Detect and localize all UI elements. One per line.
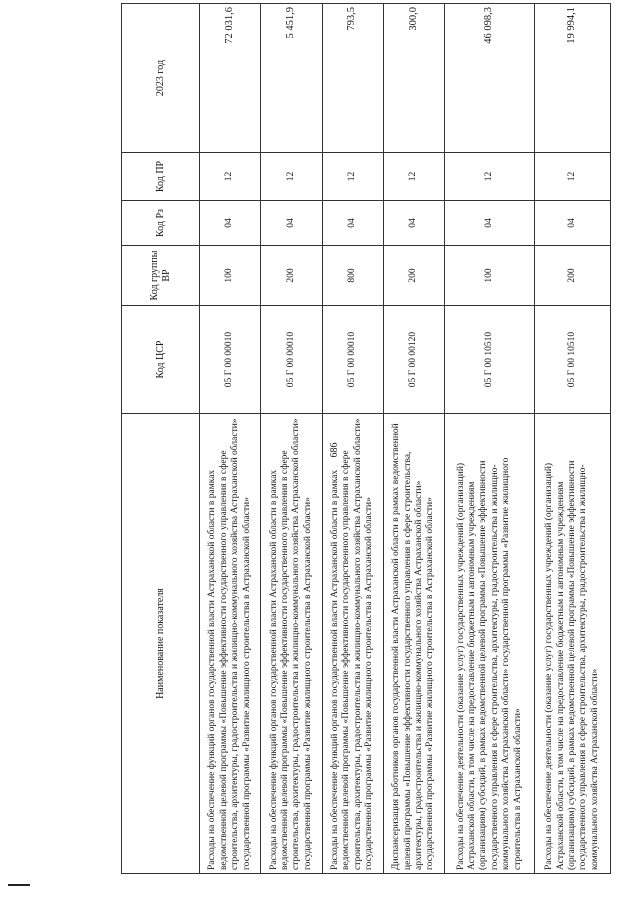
row-name: Диспансеризация работников органов государственной власти Астраханской области в рамках ведомственной целевой программы «Повышение эффективности государственного управления в сфере строительства, архитектуры, градостроительства и жилищно-коммунального хозяйства Астраханской области» государственной программы «Развитие жилищного строительства в Астраханской области» (383, 414, 444, 874)
row-value: 793,5 (322, 4, 383, 153)
rotated-table-wrapper (121, 4, 611, 874)
header-name: Наименование показателя (122, 414, 200, 874)
header-year: 2023 год (122, 4, 200, 153)
row-rz: 04 (322, 201, 383, 246)
header-vr: Код группы ВР (122, 246, 200, 306)
row-pr: 12 (200, 153, 261, 201)
table-row (261, 4, 322, 874)
margin-mark (8, 884, 30, 886)
row-rz: 04 (535, 201, 611, 246)
row-vr: 100 (445, 246, 535, 306)
row-rz: 04 (445, 201, 535, 246)
row-csr: 05 Г 00 00010 (200, 306, 261, 414)
header-csr: Код ЦСР (122, 306, 200, 414)
row-pr: 12 (261, 153, 322, 201)
row-name: Расходы на обеспечение деятельности (оказание услуг) государственных учреждений (организаций) Астраханской области, в том числе на предоставление бюджетным и автономным учреждениям (организациям) субсидий, в рамках ведомственной целевой программы «Повышение эффективности государственного управления в сфере строительства, архитектуры, градостроительства и жилищно-коммунального хозяйства Астраханской области» государственной программы «Развитие жилищного строительства в Астраханской области» (445, 414, 535, 874)
row-pr: 12 (535, 153, 611, 201)
row-vr: 200 (383, 246, 444, 306)
table-row (445, 4, 535, 874)
table-row (200, 4, 261, 874)
row-value: 72 031,6 (200, 4, 261, 153)
row-csr: 05 Г 00 00120 (383, 306, 444, 414)
row-vr: 100 (200, 246, 261, 306)
row-csr: 05 Г 00 00010 (261, 306, 322, 414)
table-header-row (122, 4, 200, 874)
row-vr: 800 (322, 246, 383, 306)
row-rz: 04 (261, 201, 322, 246)
table-row (383, 4, 444, 874)
row-value: 300,0 (383, 4, 444, 153)
row-name: Расходы на обеспечение функций органов государственной власти Астраханской области в рамках ведомственной целевой программы «Повышение эффективности государственного управления в сфере строительства, архитектуры, градостроительства и жилищно-коммунального хозяйства Астраханской области» государственной программы «Развитие жилищного строительства в Астраханской области» (200, 414, 261, 874)
row-vr: 200 (535, 246, 611, 306)
row-pr: 12 (322, 153, 383, 201)
row-value: 5 451,9 (261, 4, 322, 153)
header-rz: Код Рз (122, 201, 200, 246)
row-csr: 05 Г 00 10510 (445, 306, 535, 414)
table-row (322, 4, 383, 874)
row-csr: 05 Г 00 00010 (322, 306, 383, 414)
row-name: Расходы на обеспечение деятельности (оказание услуг) государственных учреждений (организаций) Астраханской области, в том числе на предоставление бюджетным и автономным учреждениям (организациям) субсидий, в рамках ведомственной целевой программы «Повышение эффективности государственного управления в сфере строительства, архитектуры, градостроительства и жилищно-коммунального хозяйства Астраханской области» (535, 414, 611, 874)
budget-table (121, 3, 611, 874)
table-row (535, 4, 611, 874)
row-value: 19 994,1 (535, 4, 611, 153)
row-name: Расходы на обеспечение функций органов государственной власти Астраханской области в рамках ведомственной целевой программы «Повышение эффективности государственного управления в сфере строительства, архитектуры, градостроительства и жилищно-коммунального хозяйства Астраханской области» государственной программы «Развитие жилищного строительства в Астраханской области» (322, 414, 383, 874)
row-pr: 12 (445, 153, 535, 201)
row-vr: 200 (261, 246, 322, 306)
row-value: 46 098,3 (445, 4, 535, 153)
row-name: Расходы на обеспечение функций органов государственной власти Астраханской области в рамках ведомственной целевой программы «Повышение эффективности государственного управления в сфере строительства, архитектуры, градостроительства и жилищно-коммунального хозяйства Астраханской области» государственной программы «Развитие жилищного строительства в Астраханской области» (261, 414, 322, 874)
row-pr: 12 (383, 153, 444, 201)
row-csr: 05 Г 00 10510 (535, 306, 611, 414)
row-rz: 04 (383, 201, 444, 246)
header-pr: Код ПР (122, 153, 200, 201)
row-rz: 04 (200, 201, 261, 246)
page-number: 686 (329, 442, 340, 458)
